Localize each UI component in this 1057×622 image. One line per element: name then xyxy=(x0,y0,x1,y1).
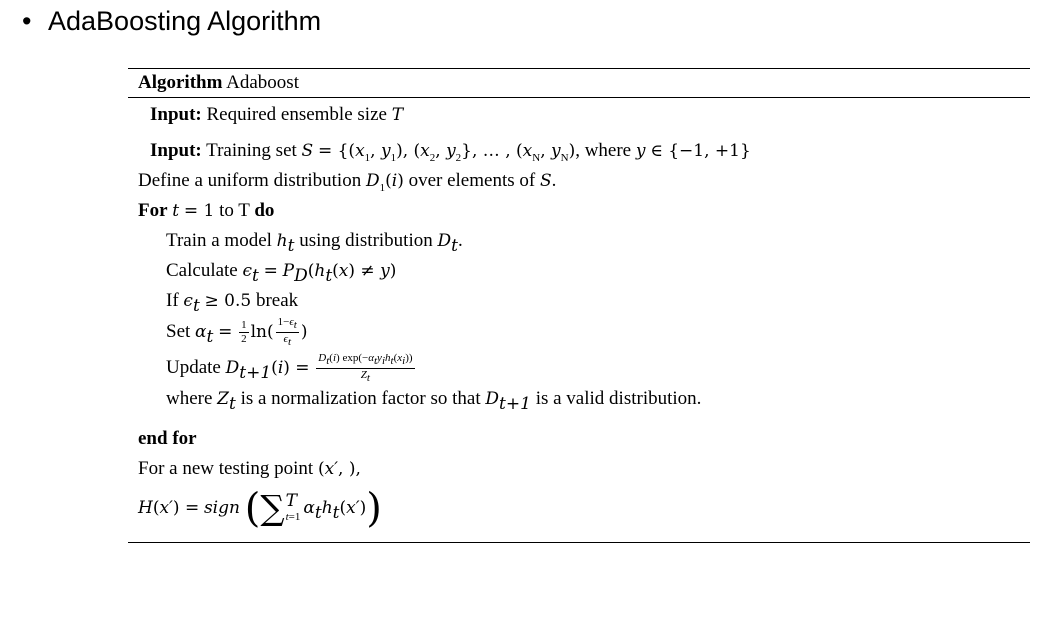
if-line: If $\epsilon_t \ge 0.5$ break xyxy=(166,290,299,316)
for-keyword: For xyxy=(138,200,168,221)
where-z-text: where xyxy=(166,388,213,409)
bullet-icon: • xyxy=(22,6,32,36)
algorithm-title xyxy=(128,69,1030,97)
input-line-2: Input: Training set $S = \{(x_1$, $y_1$), ($x_2$, $y_2$}, … , ($x_N$, $y_N$), where y ∈ {−1, +1} xyxy=(150,140,751,164)
define-tail: over elements of xyxy=(408,170,536,191)
train-text: Train a model xyxy=(166,230,272,251)
slide-heading xyxy=(22,2,321,40)
set-text: Set xyxy=(166,321,191,342)
end-for-keyword: end for xyxy=(138,428,197,449)
for-line: For t = 1 to T do xyxy=(138,200,275,221)
algorithm-body xyxy=(128,98,1030,620)
normalization-line: where $Z_t$ is a normalization factor so that $D_{t+1}$ is a valid distribution. xyxy=(166,388,702,414)
input-keyword: Input: xyxy=(150,140,202,161)
train-line: Train a model $h_t$ using distribution $D_t$. xyxy=(166,230,463,256)
train-tail: using distribution xyxy=(299,230,433,251)
input1-text: Required ensemble size xyxy=(206,104,387,125)
algorithm-keyword: Algorithm xyxy=(138,72,223,93)
new-point-text: For a new testing point xyxy=(138,458,314,479)
where-text: , where xyxy=(575,140,632,161)
do-keyword: do xyxy=(254,200,275,221)
valid-text: is a valid distribution. xyxy=(535,388,702,409)
calculate-line: Calculate $\epsilon_t = P_D(h_t(x) \ne y)$ xyxy=(166,260,397,286)
input-line-1: Input: Required ensemble size T xyxy=(150,104,404,125)
bottom-rule xyxy=(128,542,1030,543)
break-text: break xyxy=(255,290,299,311)
algorithm-box xyxy=(128,68,1030,620)
calculate-text: Calculate xyxy=(166,260,238,281)
end-for-line xyxy=(138,426,197,452)
set-line: Set $\alpha_t$ = $\frac{1}{2}$ ln( $\frac{1-\epsilon_t}{\epsilon_t}$ ) xyxy=(166,315,308,349)
input2-text: Training set xyxy=(206,140,297,161)
normalization-text: is a normalization factor so that xyxy=(240,388,481,409)
if-text: If xyxy=(166,290,179,311)
input-keyword: Input: xyxy=(150,104,202,125)
new-point-line: For a new testing point (x′, ), xyxy=(138,458,361,479)
define-text: Define a uniform distribution xyxy=(138,170,362,191)
define-line: Define a uniform distribution $D_1(i)$ over elements of S. xyxy=(138,170,557,194)
algorithm-name: Adaboost xyxy=(226,72,299,93)
final-formula-line: H(x′) = sign (∑ T t=1 $\alpha_th_t(x')$) xyxy=(138,485,382,532)
update-line: Update $D_{t+1}(i)$ = $\frac{D_t(i) \exp(-\alpha_ty_ih_t(x_i))}{Z_t}$ xyxy=(166,351,413,385)
update-text: Update xyxy=(166,357,221,378)
sign-text: sign xyxy=(203,498,240,518)
to-text: to T xyxy=(219,200,250,221)
heading-text: AdaBoosting Algorithm xyxy=(48,6,322,36)
